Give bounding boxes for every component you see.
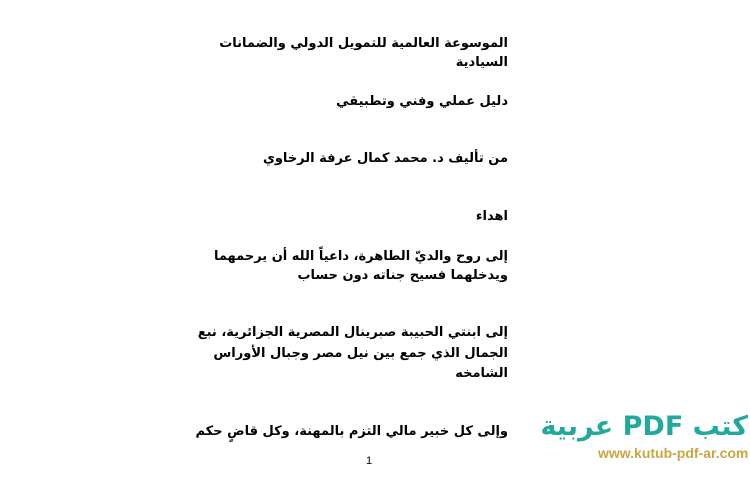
dedication-heading: اهداء [475, 209, 508, 224]
author-line: من تأليف د. محمد كمال عرفة الرخاوي [262, 151, 508, 166]
book-title-line-1: الموسوعة العالمية للتمويل الدولي والضمانات [219, 36, 508, 51]
book-title-line-2: السيادية [455, 55, 508, 70]
watermark-title: كتب PDF عربية [540, 411, 748, 442]
page-number: 1 [366, 455, 373, 467]
dedication-parents-line-2: ويدخلهما فسيح جناته دون حساب [297, 268, 508, 283]
dedication-experts-line: وإلى كل خبير مالي التزم بالمهنة، وكل قاضٍ حكم [195, 424, 508, 439]
dedication-daughter-line-3: الشامخه [455, 366, 508, 381]
dedication-daughter-line-2: الجمال الذي جمع بين نيل مصر وجبال الأوراس [213, 346, 508, 361]
watermark-url: www.kutub-pdf-ar.com [598, 445, 749, 461]
watermark-logo [540, 410, 749, 462]
book-subtitle: دليل عملي وفني وتطبيقي [336, 94, 508, 109]
dedication-daughter-line-1: إلى ابنتي الحبيبة صبرينال المصرية الجزائرية، نبع [197, 325, 508, 340]
dedication-parents-line-1: إلى روح والديّ الطاهرة، داعياً الله أن يرحمهما [213, 249, 508, 264]
